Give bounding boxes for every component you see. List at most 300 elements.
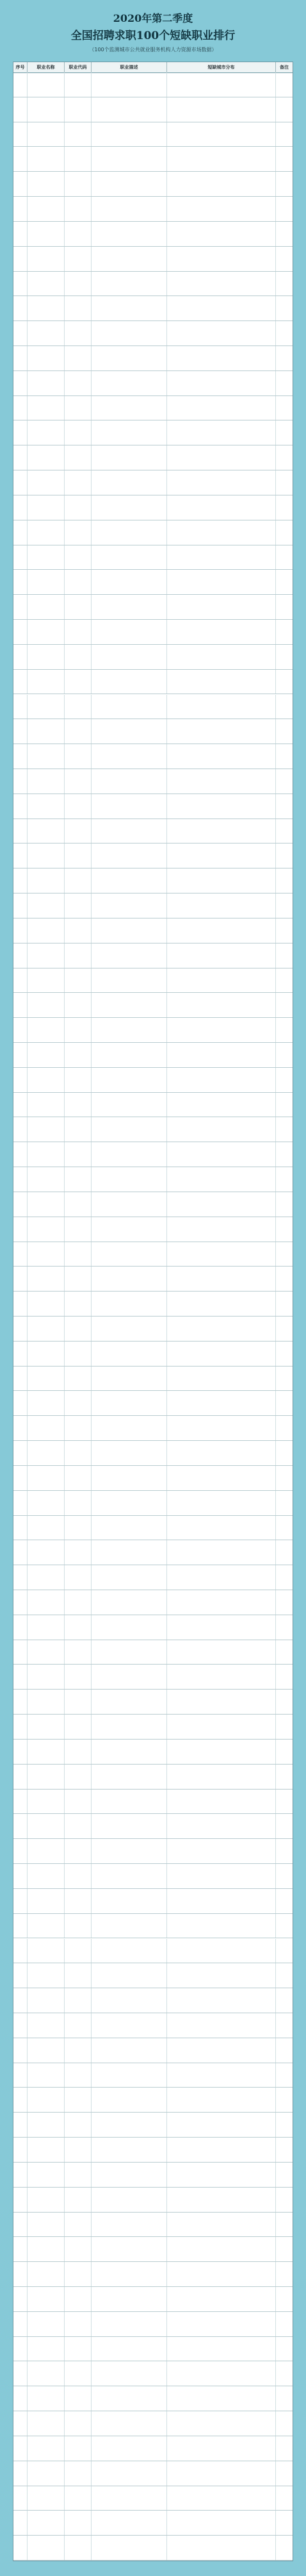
table-row [13,2213,293,2238]
table-row [13,122,293,147]
cell-note [276,2163,293,2187]
table-row [13,222,293,247]
table-row [13,545,293,570]
cell-note [276,2113,293,2137]
cell-occupation [28,396,65,420]
cell-cities [167,1142,276,1167]
cell-note [276,670,293,694]
cell-code [65,744,92,769]
cell-occupation [28,1441,65,1465]
cell-description [92,2461,167,2486]
cell-note [276,1142,293,1167]
cell-note [276,2138,293,2162]
table-row [13,1242,293,1267]
cell-code [65,321,92,345]
table-row [13,2088,293,2113]
cell-rank [13,1665,28,1689]
cell-cities [167,1043,276,1067]
table-row [13,1342,293,1367]
table-row [13,2461,293,2486]
cell-cities [167,371,276,395]
cell-rank [13,794,28,819]
cell-rank [13,1043,28,1067]
cell-code [65,1516,92,1540]
cell-note [276,247,293,271]
table-row [13,520,293,545]
cell-note [276,1765,293,1789]
column-header-note: 备注 [280,65,289,70]
table-row [13,2536,293,2561]
cell-code [65,1914,92,1938]
cell-occupation [28,1068,65,1092]
cell-code [65,172,92,196]
cell-note [276,222,293,246]
cell-code [65,794,92,819]
cell-occupation [28,1466,65,1490]
cell-description [92,744,167,769]
cell-note [276,371,293,395]
cell-note [276,495,293,520]
cell-note [276,2038,293,2063]
cell-rank [13,819,28,843]
cell-cities [167,1540,276,1565]
cell-description [92,1914,167,1938]
cell-note [276,595,293,619]
cell-description [92,1963,167,1988]
cell-occupation [28,371,65,395]
cell-description [92,1142,167,1167]
cell-cities [167,520,276,545]
cell-occupation [28,2337,65,2361]
cell-cities [167,1093,276,1117]
table-row [13,2113,293,2138]
cell-occupation [28,1839,65,1863]
table-row [13,1043,293,1068]
cell-cities [167,2436,276,2461]
table-row [13,1292,293,1317]
cell-code [65,545,92,570]
cell-cities [167,968,276,993]
cell-rank [13,346,28,370]
table-row [13,1790,293,1815]
cell-cities [167,2213,276,2237]
cell-note [276,1988,293,2013]
table-row [13,1690,293,1715]
cell-description [92,1018,167,1042]
cell-cities [167,2237,276,2261]
cell-cities [167,2511,276,2535]
cell-rank [13,1167,28,1192]
table-row [13,2038,293,2063]
cell-cities [167,993,276,1017]
table-row [13,1441,293,1466]
cell-code [65,1267,92,1291]
cell-cities [167,445,276,470]
table-row [13,1765,293,1790]
cell-occupation [28,1192,65,1217]
cell-occupation [28,670,65,694]
cell-description [92,570,167,594]
table-row [13,1217,293,1242]
table-row [13,1093,293,1118]
cell-occupation [28,2063,65,2088]
cell-note [276,172,293,196]
table-row [13,296,293,321]
cell-rank [13,2411,28,2436]
cell-code [65,197,92,221]
cell-note [276,1292,293,1316]
table-row [13,445,293,470]
cell-note [276,2337,293,2361]
cell-description [92,1192,167,1217]
cell-rank [13,1018,28,1042]
cell-note [276,1839,293,1863]
cell-description [92,1690,167,1714]
table-row [13,744,293,769]
cell-cities [167,1939,276,1963]
table-row [13,2063,293,2088]
cell-code [65,1839,92,1863]
cell-rank [13,1715,28,1739]
cell-rank [13,2063,28,2088]
cell-description [92,321,167,345]
cell-rank [13,247,28,271]
cell-rank [13,744,28,769]
cell-rank [13,2113,28,2137]
table-row [13,2287,293,2312]
cell-description [92,470,167,495]
cell-description [92,893,167,918]
cell-description [92,2188,167,2212]
cell-code [65,272,92,296]
cell-code [65,670,92,694]
cell-cities [167,1665,276,1689]
cell-occupation [28,2113,65,2137]
cell-code [65,1342,92,1366]
cell-occupation [28,1342,65,1366]
cell-cities [167,1988,276,2013]
cell-note [276,2361,293,2386]
cell-cities [167,1715,276,1739]
cell-rank [13,595,28,619]
cell-cities [167,1790,276,1814]
table-row [13,2386,293,2411]
cell-rank [13,1242,28,1267]
table-row [13,1267,293,1292]
cell-description [92,719,167,744]
cell-occupation [28,2386,65,2411]
cell-description [92,371,167,395]
cell-code [65,296,92,320]
cell-code [65,1790,92,1814]
cell-rank [13,2213,28,2237]
cell-note [276,296,293,320]
cell-cities [167,222,276,246]
table-row [13,1416,293,1441]
table-row [13,2138,293,2163]
cell-description [92,1491,167,1515]
cell-note [276,2511,293,2535]
table-row [13,1367,293,1392]
table-row [13,719,293,744]
cell-note [276,868,293,893]
cell-note [276,2088,293,2112]
table-row [13,197,293,222]
cell-cities [167,396,276,420]
cell-description [92,2237,167,2261]
table-row [13,695,293,720]
cell-description [92,2013,167,2038]
cell-occupation [28,1167,65,1192]
cell-cities [167,247,276,271]
cell-rank [13,1939,28,1963]
cell-note [276,1018,293,1042]
cell-rank [13,470,28,495]
table-row [13,72,293,97]
cell-code [65,719,92,744]
cell-description [92,396,167,420]
table-row [13,1839,293,1864]
cell-code [65,1864,92,1888]
cell-description [92,1640,167,1665]
cell-code [65,595,92,619]
cell-cities [167,2013,276,2038]
cell-rank [13,1117,28,1142]
cell-occupation [28,2088,65,2112]
cell-cities [167,2088,276,2112]
cell-description [92,2287,167,2311]
cell-code [65,2138,92,2162]
cell-description [92,1814,167,1838]
table-row [13,1391,293,1416]
cell-cities [167,570,276,594]
cell-description [92,1391,167,1415]
cell-description [92,2063,167,2088]
cell-note [276,1715,293,1739]
cell-code [65,2113,92,2137]
cell-description [92,2213,167,2237]
cell-note [276,1192,293,1217]
cell-rank [13,172,28,196]
cell-rank [13,1416,28,1440]
cell-code [65,495,92,520]
table-row [13,993,293,1018]
cell-rank [13,1765,28,1789]
cell-note [276,1466,293,1490]
cell-rank [13,97,28,122]
cell-description [92,197,167,221]
cell-code [65,72,92,97]
cell-cities [167,2536,276,2560]
cell-note [276,1068,293,1092]
cell-description [92,2163,167,2187]
cell-description [92,1590,167,1615]
cell-occupation [28,1093,65,1117]
table-row [13,819,293,844]
cell-occupation [28,2411,65,2436]
cell-occupation [28,1043,65,1067]
cell-occupation [28,1540,65,1565]
table-row [13,2411,293,2436]
cell-note [276,1889,293,1913]
cell-rank [13,2163,28,2187]
cell-occupation [28,1565,65,1590]
cell-rank [13,197,28,221]
cell-description [92,943,167,968]
cell-note [276,2188,293,2212]
cell-description [92,1765,167,1789]
cell-note [276,2262,293,2286]
cell-rank [13,1093,28,1117]
cell-code [65,445,92,470]
cell-occupation [28,1889,65,1913]
cell-cities [167,1814,276,1838]
table-row [13,1466,293,1491]
cell-cities [167,695,276,719]
cell-description [92,2411,167,2436]
cell-description [92,670,167,694]
cell-code [65,396,92,420]
table-row [13,1068,293,1093]
cell-note [276,1043,293,1067]
cell-occupation [28,122,65,147]
cell-cities [167,2361,276,2386]
cell-code [65,2461,92,2486]
cell-rank [13,122,28,147]
cell-cities [167,1963,276,1988]
cell-rank [13,1590,28,1615]
cell-occupation [28,2287,65,2311]
cell-cities [167,744,276,769]
table-row [13,346,293,371]
cell-occupation [28,843,65,868]
cell-code [65,1740,92,1764]
cell-occupation [28,1018,65,1042]
cell-code [65,968,92,993]
cell-description [92,769,167,794]
cell-cities [167,1466,276,1490]
cell-description [92,1540,167,1565]
cell-rank [13,1217,28,1242]
table-row [13,495,293,520]
cell-description [92,495,167,520]
table-row [13,1142,293,1167]
cell-cities [167,1640,276,1665]
cell-note [276,1367,293,1391]
cell-rank [13,545,28,570]
cell-occupation [28,1516,65,1540]
cell-description [92,1790,167,1814]
cell-occupation [28,918,65,943]
cell-note [276,2312,293,2336]
cell-occupation [28,1914,65,1938]
cell-occupation [28,1292,65,1316]
cell-code [65,1814,92,1838]
table-row [13,620,293,645]
cell-rank [13,1814,28,1838]
cell-cities [167,2163,276,2187]
cell-code [65,1466,92,1490]
table-row [13,918,293,943]
shortage-occupations-table [13,62,293,2561]
cell-description [92,1615,167,1640]
cell-note [276,719,293,744]
cell-description [92,1167,167,1192]
table-row [13,2013,293,2038]
cell-note [276,2436,293,2461]
cell-occupation [28,1142,65,1167]
cell-code [65,2511,92,2535]
cell-rank [13,1790,28,1814]
cell-code [65,570,92,594]
cell-code [65,2486,92,2511]
cell-description [92,445,167,470]
cell-note [276,993,293,1017]
cell-description [92,1864,167,1888]
cell-occupation [28,2361,65,2386]
cell-cities [167,1740,276,1764]
cell-code [65,1889,92,1913]
cell-note [276,2461,293,2486]
cell-cities [167,1267,276,1291]
cell-occupation [28,1590,65,1615]
cell-occupation [28,595,65,619]
cell-cities [167,2113,276,2137]
cell-occupation [28,1765,65,1789]
cell-description [92,147,167,171]
cell-description [92,2312,167,2336]
cell-description [92,918,167,943]
table-row [13,1540,293,1565]
table-row [13,1939,293,1964]
cell-description [92,819,167,843]
cell-note [276,2213,293,2237]
cell-description [92,1242,167,1267]
cell-cities [167,1615,276,1640]
cell-cities [167,545,276,570]
cell-occupation [28,868,65,893]
cell-code [65,843,92,868]
table-row [13,2511,293,2536]
cell-note [276,744,293,769]
cell-note [276,2237,293,2261]
cell-description [92,1043,167,1067]
cell-description [92,1839,167,1863]
cell-cities [167,72,276,97]
cell-occupation [28,1267,65,1291]
cell-description [92,2436,167,2461]
cell-description [92,868,167,893]
cell-description [92,1416,167,1440]
table-row [13,1491,293,1516]
cell-code [65,97,92,122]
table-row [13,1590,293,1615]
cell-rank [13,893,28,918]
cell-cities [167,1690,276,1714]
table-row [13,396,293,421]
cell-rank [13,670,28,694]
cell-description [92,1441,167,1465]
cell-cities [167,1491,276,1515]
cell-cities [167,1367,276,1391]
cell-rank [13,1540,28,1565]
cell-rank [13,943,28,968]
cell-occupation [28,2536,65,2560]
cell-note [276,1217,293,1242]
cell-rank [13,1914,28,1938]
cell-note [276,968,293,993]
cell-note [276,1914,293,1938]
